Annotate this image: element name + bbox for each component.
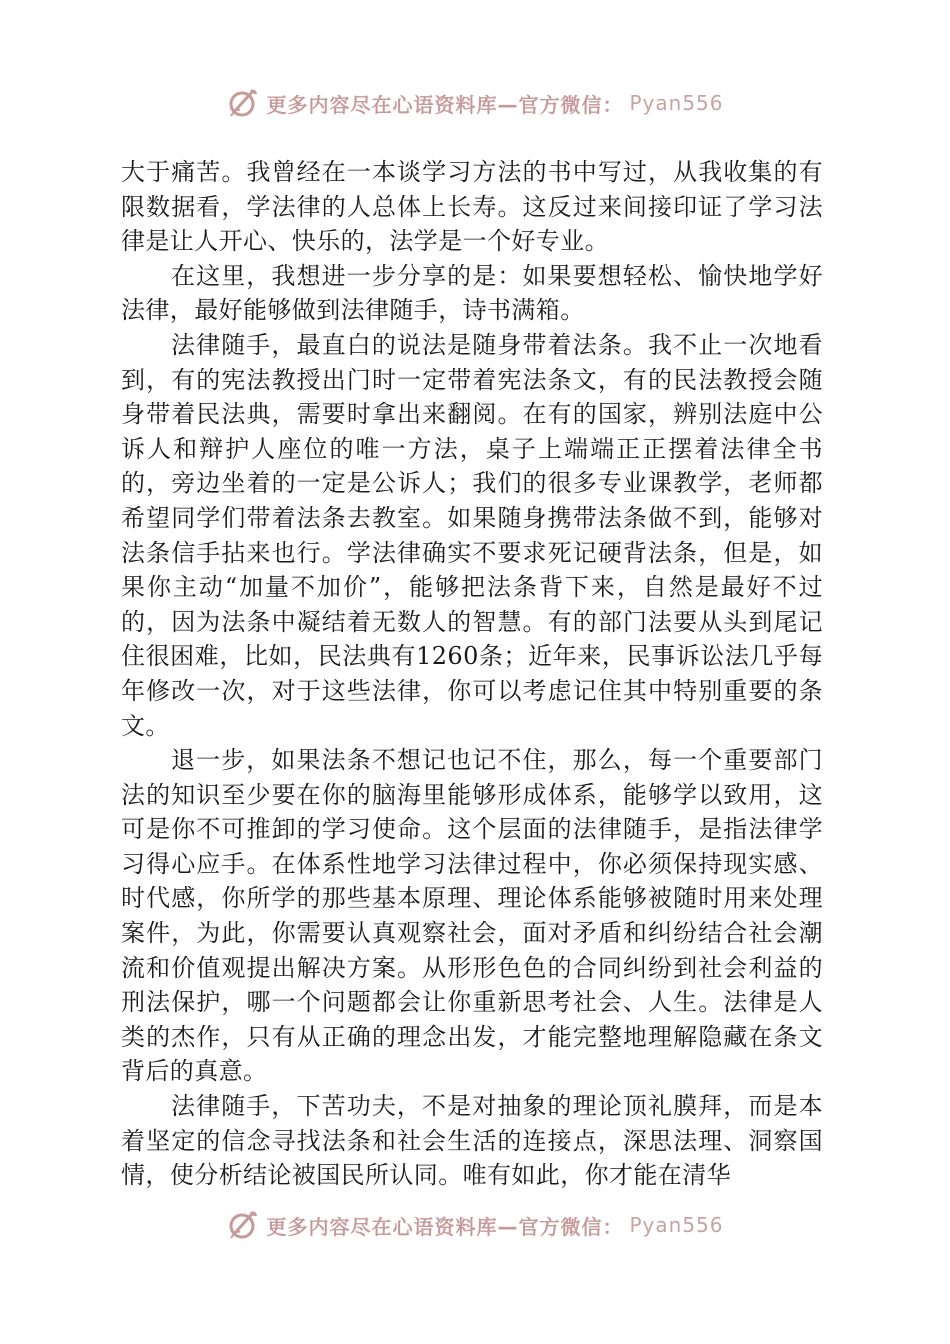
footer-watermark — [0, 1208, 950, 1242]
document-body — [121, 155, 823, 1193]
watermark-text: 更多内容尽在心语资料库—官方微信： — [266, 1214, 624, 1239]
paragraph: 大于痛苦。我曾经在一本谈学习方法的书中写过，从我收集的有限数据看，学法律的人总体上长寿。这反过来间接印证了学习法律是让人开心、快乐的，法学是一个好专业。 — [121, 158, 823, 256]
paragraph: 法律随手，下苦功夫，不是对抽象的理论顶礼膜拜，而是本着坚定的信念寻找法条和社会生活的连接点，深思法理、洞察国情，使分析结论被国民所认同。唯有如此，你才能在清华 — [121, 1092, 823, 1190]
paragraph: 法律随手，最直白的说法是随身带着法条。我不止一次地看到，有的宪法教授出门时一定带着宪法条文，有的民法教授会随身带着民法典，需要时拿出来翻阅。在有的国家，辨别法庭中公诉人和辩护人座位的唯一方法，桌子上端端正正摆着法律全书的，旁边坐着的一定是公诉人；我们的很多专业课教学，老师都希望同学们带着法条去教室。如果随身携带法条做不到，能够对法条信手拈来也行。学法律确实不要求死记硬背法条，但是，如果你主动“加量不加价”，能够把法条背下来，自然是最好不过的，因为法条中凝结着无数人的智慧。有的部门法要从头到尾记住很困难，比如，民法典有1260条；近年来，民事诉讼法几乎每年修改一次，对于这些法律，你可以考虑记住其中特别重要的条文。 — [121, 330, 823, 740]
watermark-id: Pyan556 — [629, 1213, 724, 1237]
brush-logo-icon — [226, 1208, 260, 1242]
paragraph: 退一步，如果法条不想记也记不住，那么，每一个重要部门法的知识至少要在你的脑海里能够形成体系，能够学以致用，这可是你不可推卸的学习使命。这个层面的法律随手，是指法律学习得心应手。在体系性地学习法律过程中，你必须保持现实感、时代感，你所学的那些基本原理、理论体系能够被随时用来处理案件，为此，你需要认真观察社会，面对矛盾和纠纷结合社会潮流和价值观提出解决方案。从形形色色的合同纠纷到社会利益的刑法保护，哪一个问题都会让你重新思考社会、人生。法律是人类的杰作，只有从正确的理念出发，才能完整地理解隐藏在条文背后的真意。 — [121, 746, 823, 1086]
brush-logo-icon — [226, 86, 260, 120]
header-watermark — [0, 86, 950, 120]
watermark-id: Pyan556 — [629, 91, 724, 115]
watermark-text: 更多内容尽在心语资料库—官方微信： — [266, 92, 624, 117]
paragraph: 在这里，我想进一步分享的是：如果要想轻松、愉快地学好法律，最好能够做到法律随手，诗书满箱。 — [121, 261, 823, 325]
